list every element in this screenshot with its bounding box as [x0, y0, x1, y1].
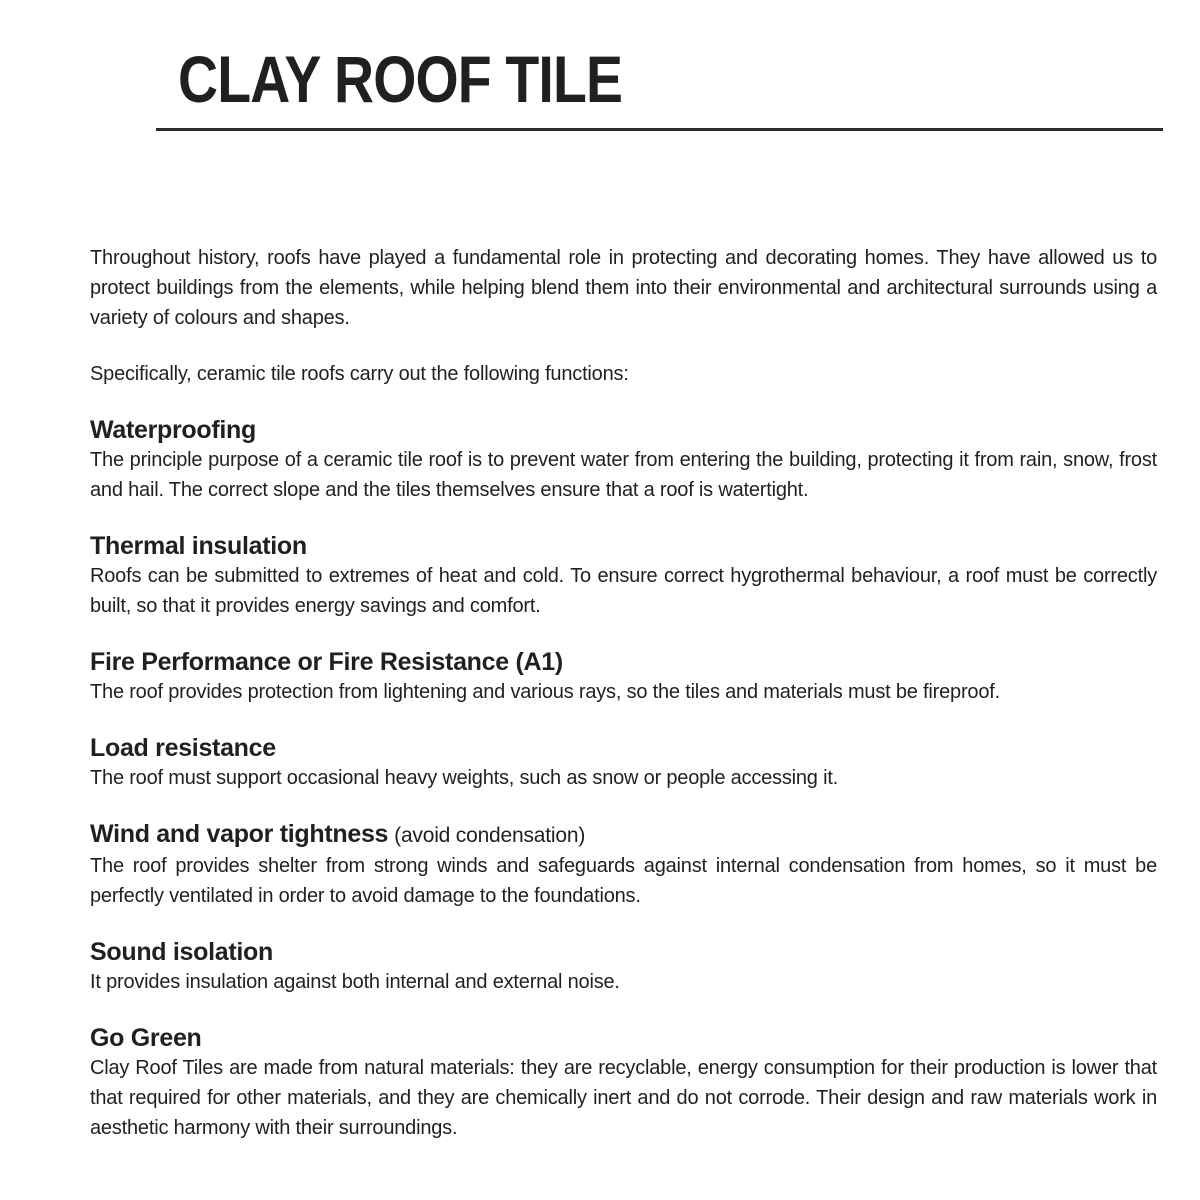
section-body: The roof provides shelter from strong winds and safeguards against internal condensation from homes, so it must be perfectly ventilated in order to avoid damage to the foundations. [90, 855, 1157, 907]
section-sound-isolation [90, 937, 1157, 997]
section-go-green [90, 1023, 1157, 1143]
section-heading-text: Go Green [90, 1024, 202, 1052]
intro-paragraph: Throughout history, roofs have played a fundamental role in protecting and decorating homes. They have allowed us to protect buildings from the elements, while helping blend them into their environmental and architectural surrounds using a variety of colours and shapes. [90, 247, 1157, 329]
section-wind-vapor-tightness [90, 819, 1157, 911]
document-header [0, 0, 1200, 131]
section-thermal-insulation [90, 531, 1157, 621]
intro-leadin: Specifically, ceramic tile roofs carry out the following functions: [90, 363, 629, 385]
section-heading [90, 415, 1157, 445]
page-title: CLAY ROOF TILE [178, 42, 623, 116]
section-heading [90, 733, 1157, 763]
section-body: The roof must support occasional heavy weights, such as snow or people accessing it. [90, 767, 839, 789]
section-load-resistance [90, 733, 1157, 793]
section-heading-text: Thermal insulation [90, 532, 307, 560]
section-body: The roof provides protection from lightening and various rays, so the tiles and materials must be fireproof. [90, 681, 1000, 703]
section-body: Clay Roof Tiles are made from natural materials: they are recyclable, energy consumption for their production is lower that that required for other materials, and they are chemically inert and do not corrode. Their design and raw materials work in aesthetic harmony with their surroundings. [90, 1057, 1157, 1139]
section-body: The principle purpose of a ceramic tile roof is to prevent water from entering the building, protecting it from rain, snow, frost and hail. The correct slope and the tiles themselves ensure that a roof is watertight. [90, 449, 1157, 501]
section-heading-text: Waterproofing [90, 416, 256, 444]
section-heading [90, 531, 1157, 561]
section-heading [90, 647, 1157, 677]
section-body: It provides insulation against both internal and external noise. [90, 971, 620, 993]
section-heading-note: (avoid condensation) [394, 824, 586, 847]
section-heading [90, 1023, 1157, 1053]
section-fire-performance [90, 647, 1157, 707]
section-heading [90, 819, 1157, 851]
section-body: Roofs can be submitted to extremes of heat and cold. To ensure correct hygrothermal behaviour, a roof must be correctly built, so that it provides energy savings and comfort. [90, 565, 1157, 617]
document-body [90, 243, 1157, 1143]
section-heading-text: Wind and vapor tightness [90, 820, 389, 848]
section-heading [90, 937, 1157, 967]
section-heading-text: Sound isolation [90, 938, 273, 966]
section-heading-text: Fire Performance or Fire Resistance (A1) [90, 648, 563, 676]
section-waterproofing [90, 415, 1157, 505]
title-underline [156, 128, 1163, 131]
section-heading-text: Load resistance [90, 734, 276, 762]
